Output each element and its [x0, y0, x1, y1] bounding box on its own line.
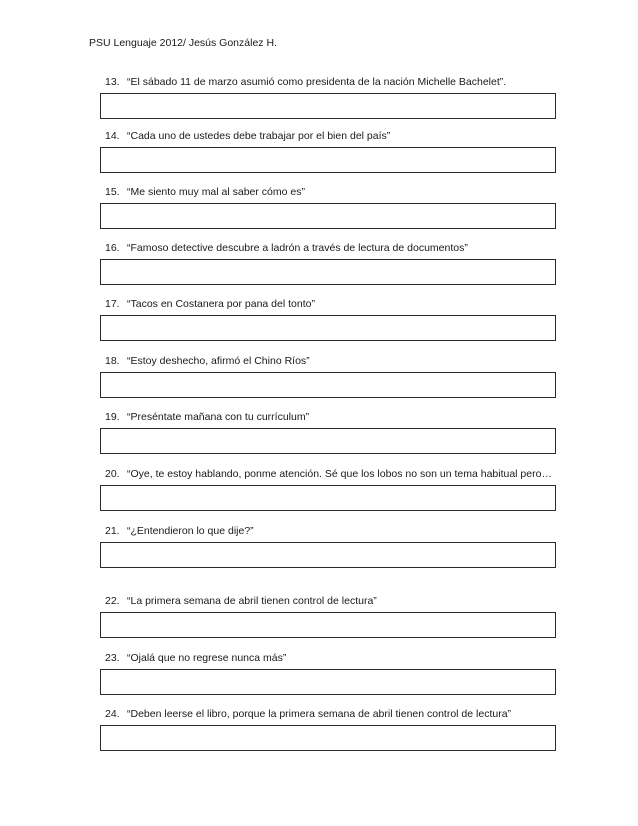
- answer-box[interactable]: [100, 259, 556, 285]
- page-header: PSU Lenguaje 2012/ Jesús González H.: [89, 37, 277, 49]
- question-prompt: “El sábado 11 de marzo asumió como presidenta de la nación Michelle Bachelet”.: [127, 76, 507, 88]
- question-number: 20.: [105, 468, 120, 480]
- answer-box[interactable]: [100, 669, 556, 695]
- question-number: 22.: [105, 595, 120, 607]
- answer-box[interactable]: [100, 315, 556, 341]
- question-item: [0, 298, 638, 358]
- answer-box[interactable]: [100, 542, 556, 568]
- question-number: 21.: [105, 525, 120, 537]
- question-number: 17.: [105, 298, 120, 310]
- question-number: 24.: [105, 708, 120, 720]
- answer-box[interactable]: [100, 372, 556, 398]
- question-prompt: “Ojalá que no regrese nunca más”: [127, 652, 287, 664]
- question-prompt: “Me siento muy mal al saber cómo es”: [127, 186, 305, 198]
- question-prompt: “Tacos en Costanera por pana del tonto”: [127, 298, 315, 310]
- question-text: [105, 298, 565, 310]
- question-item: [0, 76, 638, 136]
- question-number: 23.: [105, 652, 120, 664]
- question-item: [0, 186, 638, 246]
- answer-box[interactable]: [100, 485, 556, 511]
- answer-box[interactable]: [100, 93, 556, 119]
- question-prompt: “La primera semana de abril tienen control de lectura”: [127, 595, 377, 607]
- question-number: 15.: [105, 186, 120, 198]
- question-text: [105, 595, 565, 607]
- question-prompt: “Estoy deshecho, afirmó el Chino Ríos”: [127, 355, 310, 367]
- question-item: [0, 130, 638, 190]
- question-number: 13.: [105, 76, 120, 88]
- question-text: [105, 652, 565, 664]
- question-prompt: “Cada uno de ustedes debe trabajar por el bien del país”: [127, 130, 391, 142]
- question-item: [0, 411, 638, 471]
- answer-box[interactable]: [100, 428, 556, 454]
- answer-box[interactable]: [100, 612, 556, 638]
- question-text: [105, 525, 565, 537]
- answer-box[interactable]: [100, 147, 556, 173]
- question-prompt: “Oye, te estoy hablando, ponme atención. Sé que los lobos no son un tema habitual pero…: [127, 468, 552, 480]
- question-number: 18.: [105, 355, 120, 367]
- question-text: [105, 411, 565, 423]
- question-text: [105, 76, 565, 88]
- question-prompt: “¿Entendieron lo que dije?”: [127, 525, 254, 537]
- question-text: [105, 186, 565, 198]
- question-text: [105, 130, 565, 142]
- question-text: [105, 242, 565, 254]
- question-text: [105, 468, 565, 480]
- question-text: [105, 708, 565, 720]
- answer-box[interactable]: [100, 725, 556, 751]
- question-number: 14.: [105, 130, 120, 142]
- question-prompt: “Preséntate mañana con tu currículum”: [127, 411, 310, 423]
- answer-box[interactable]: [100, 203, 556, 229]
- question-number: 16.: [105, 242, 120, 254]
- question-item: [0, 355, 638, 415]
- question-item: [0, 525, 638, 585]
- question-item: [0, 652, 638, 712]
- question-item: [0, 708, 638, 768]
- question-number: 19.: [105, 411, 120, 423]
- question-item: [0, 468, 638, 528]
- question-text: [105, 355, 565, 367]
- question-prompt: “Deben leerse el libro, porque la primera semana de abril tienen control de lectura”: [127, 708, 512, 720]
- question-prompt: “Famoso detective descubre a ladrón a través de lectura de documentos”: [127, 242, 468, 254]
- question-item: [0, 242, 638, 302]
- question-item: [0, 595, 638, 655]
